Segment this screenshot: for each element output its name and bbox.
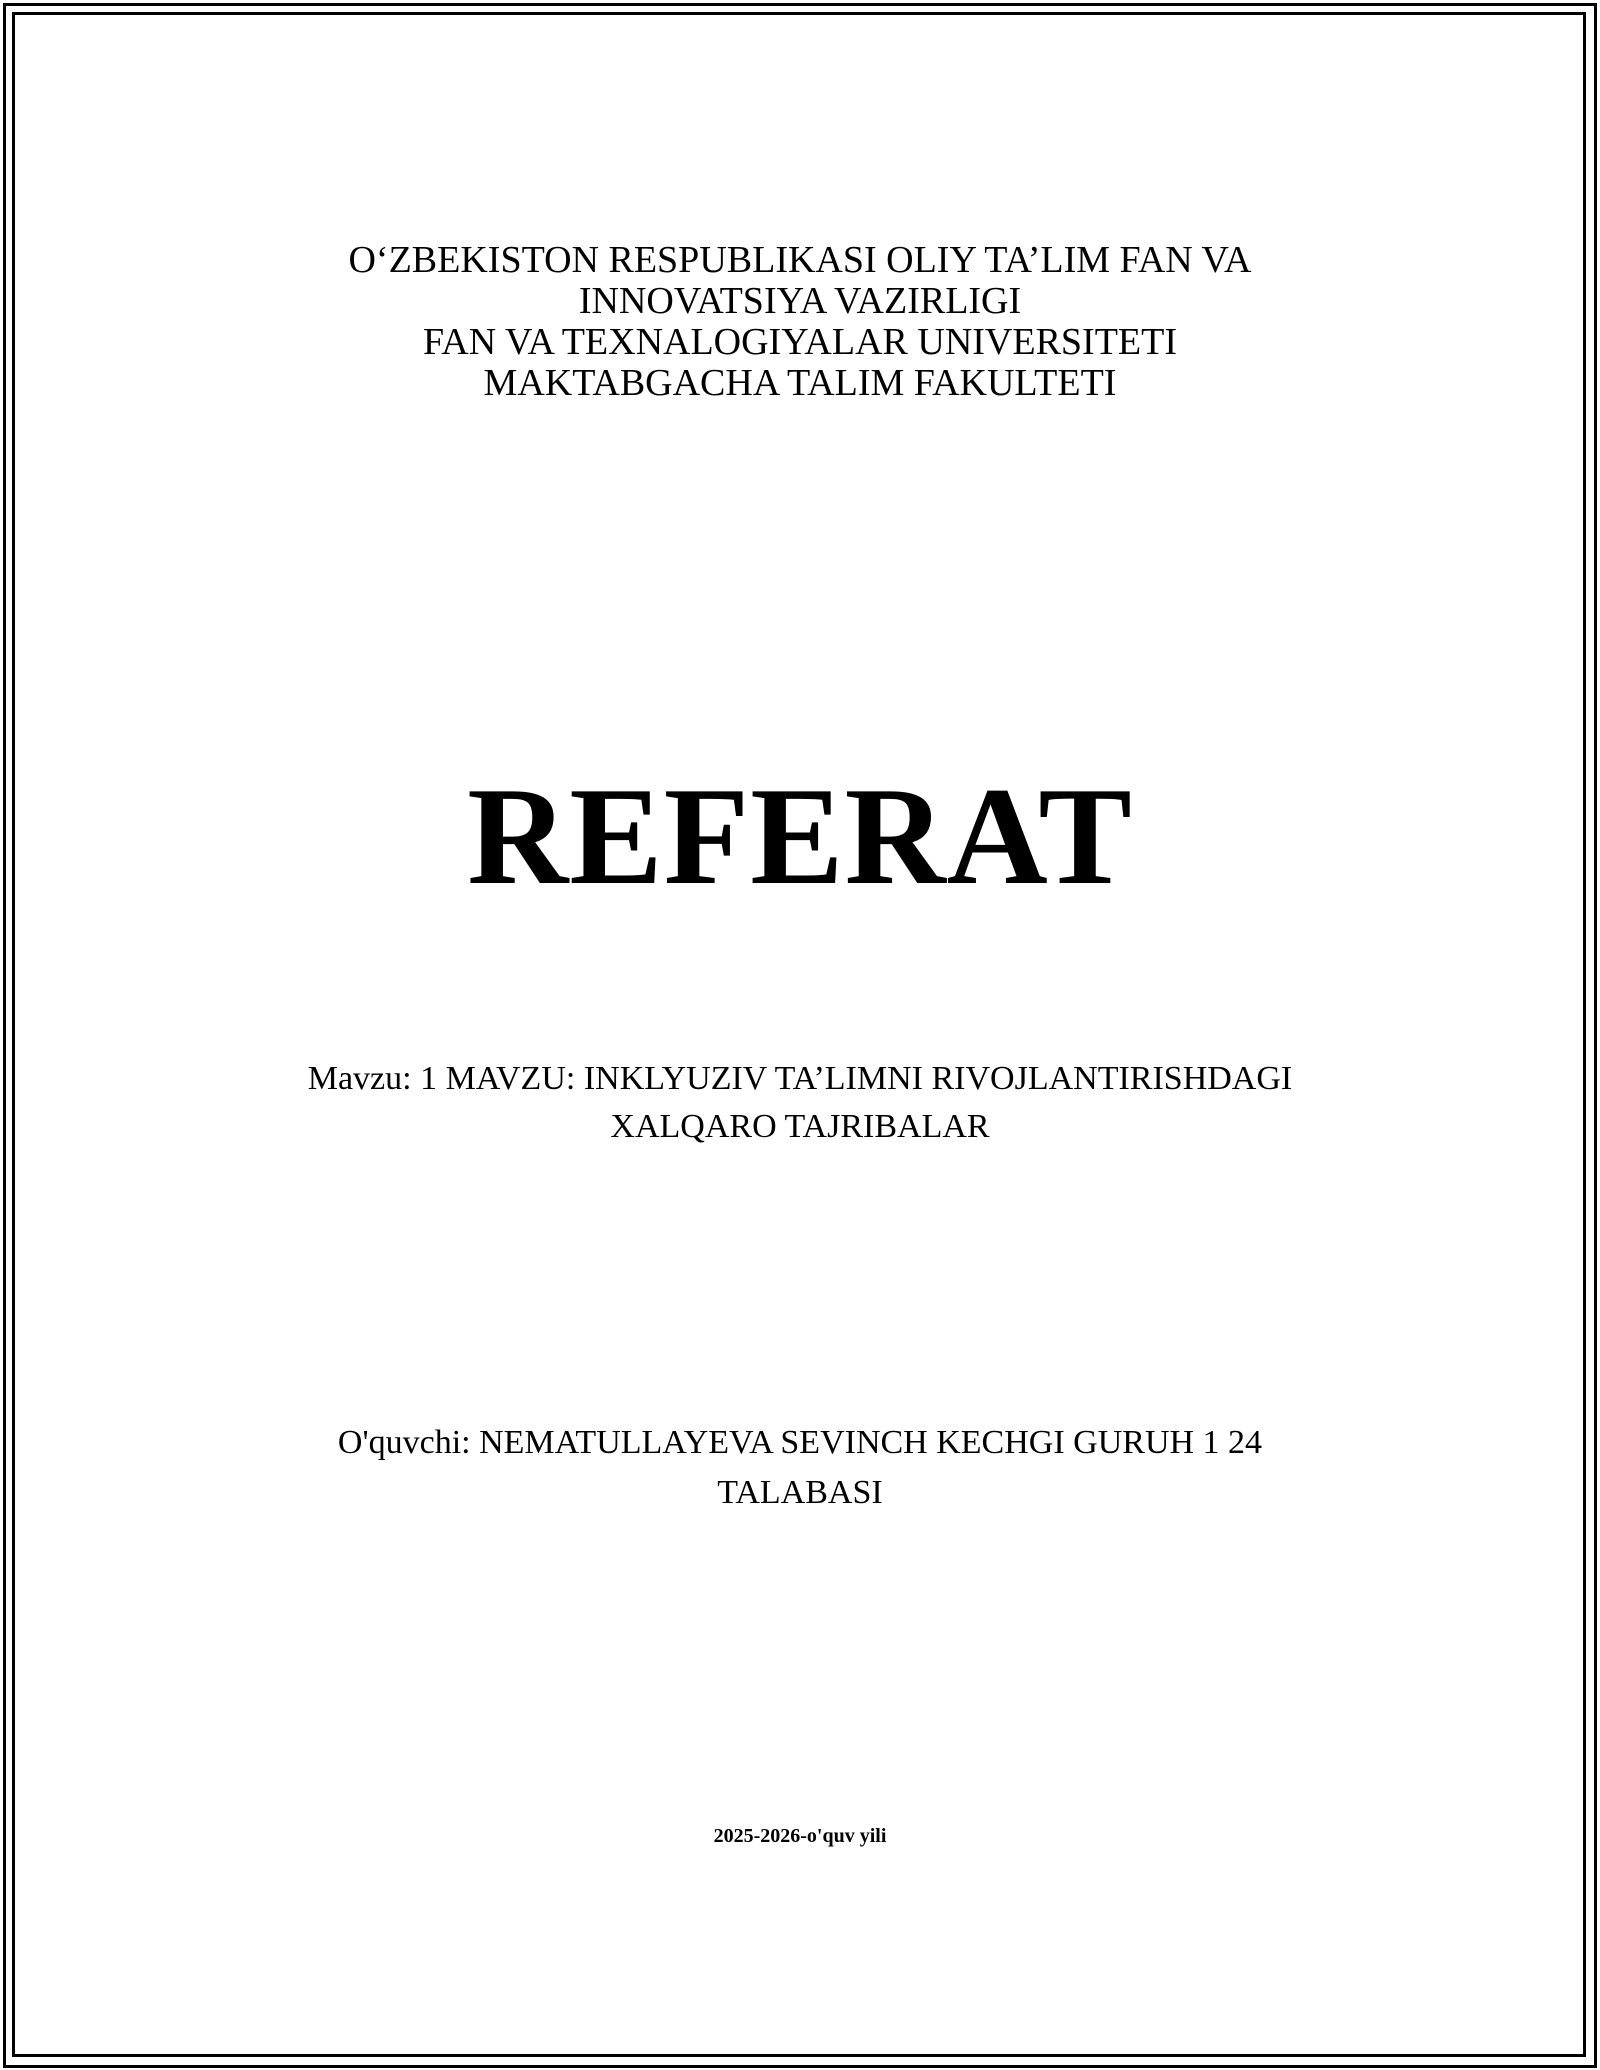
topic-block <box>0 1055 1600 1151</box>
academic-year: 2025-2026-o'quv yili <box>713 1825 887 1847</box>
topic-line-2: XALQARO TAJRIBALAR <box>610 1108 990 1145</box>
header-line-ministry-cont: INNOVATSIYA VAZIRLIGI <box>578 280 1022 322</box>
header-line-university: FAN VA TEXNALOGIYALAR UNIVERSITETI <box>422 321 1177 363</box>
topic-line-1: Mavzu: 1 MAVZU: INKLYUZIV TA’LIMNI RIVOJLANTIRISHDAGI <box>307 1060 1293 1097</box>
document-title: REFERAT <box>467 759 1133 914</box>
institution-header <box>0 240 1600 404</box>
student-line-1: O'quvchi: NEMATULLAYEVA SEVINCH KECHGI GURUH 1 24 <box>337 1424 1263 1461</box>
header-line-ministry: O‘ZBEKISTON RESPUBLIKASI OLIY TA’LIM FAN VA <box>348 239 1252 281</box>
student-block <box>0 1418 1600 1518</box>
header-line-faculty: MAKTABGACHA TALIM FAKULTETI <box>483 362 1117 404</box>
student-line-2: TALABASI <box>717 1474 883 1511</box>
